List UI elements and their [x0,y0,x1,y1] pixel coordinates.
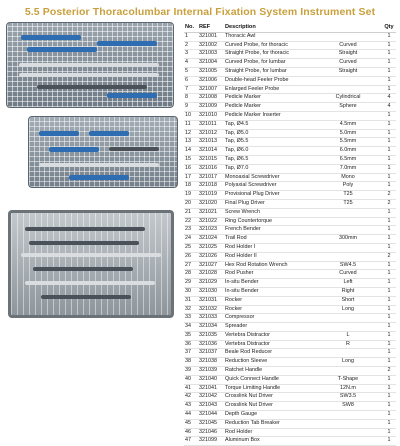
cell-ref: 321030 [198,287,224,296]
cell-qty: 1 [382,279,396,288]
cell-qty: 2 [382,367,396,376]
cell-description: Final Plug Driver [224,199,314,208]
cell-ref: 321029 [198,279,224,288]
cell-description: In-situ Bender [224,279,314,288]
cell-no: 39 [184,367,198,376]
cell-qty: 1 [382,243,396,252]
cell-spec [314,428,382,437]
cell-spec: Poly [314,182,382,191]
cell-description: Vertebra Distractor [224,340,314,349]
table-header-row [184,24,396,32]
cell-spec [314,208,382,217]
cell-ref: 321026 [198,252,224,261]
cell-no: 33 [184,314,198,323]
cell-description: Screw Wrench [224,208,314,217]
table-row [184,296,396,305]
cell-qty: 1 [382,340,396,349]
cell-qty: 1 [382,173,396,182]
table-row [184,111,396,120]
cell-ref: 321036 [198,340,224,349]
cell-spec [314,217,382,226]
cell-no: 29 [184,279,198,288]
cell-qty: 1 [382,419,396,428]
cell-no: 22 [184,217,198,226]
cell-spec [314,85,382,94]
cell-spec [314,76,382,85]
cell-description: Tap, Ø6.5 [224,155,314,164]
table-row [184,384,396,393]
cell-spec: Sphere [314,103,382,112]
cell-description: Rocker [224,305,314,314]
cell-spec: Long [314,358,382,367]
table-row [184,32,396,41]
cell-spec: 6.5mm [314,155,382,164]
cell-description: Tap, Ø5.0 [224,129,314,138]
cell-ref: 321031 [198,296,224,305]
cell-qty: 1 [382,67,396,76]
cell-ref: 321034 [198,323,224,332]
cell-no: 6 [184,76,198,85]
cell-ref: 321043 [198,402,224,411]
cell-description: Vertebra Distractor [224,331,314,340]
cell-description: Rod Holder II [224,252,314,261]
cell-no: 3 [184,50,198,59]
cell-no: 24 [184,235,198,244]
cell-qty: 1 [382,226,396,235]
cell-ref: 321099 [198,437,224,446]
cell-ref: 321007 [198,85,224,94]
cell-spec: 300mm [314,235,382,244]
cell-qty: 1 [382,287,396,296]
cell-qty: 1 [382,393,396,402]
table-row [184,173,396,182]
cell-description: Provisional Plug Driver [224,191,314,200]
cell-qty: 1 [382,437,396,446]
cell-qty: 4 [382,103,396,112]
cell-ref: 321044 [198,411,224,420]
cell-no: 5 [184,67,198,76]
cell-no: 25 [184,243,198,252]
cell-spec: Long [314,305,382,314]
cell-spec: Left [314,279,382,288]
table-row [184,287,396,296]
cell-qty: 1 [382,32,396,41]
column-header-no: No. [184,24,198,32]
cell-ref: 321015 [198,155,224,164]
cell-ref: 321027 [198,261,224,270]
cell-ref: 321025 [198,243,224,252]
cell-no: 42 [184,393,198,402]
cell-no: 14 [184,147,198,156]
cell-spec [314,32,382,41]
cell-ref: 321041 [198,384,224,393]
cell-no: 16 [184,164,198,173]
cell-description: Straight Probe, for thoracic [224,50,314,59]
cell-spec: 4.5mm [314,120,382,129]
cell-qty: 1 [382,120,396,129]
table-row [184,331,396,340]
cell-ref: 321032 [198,305,224,314]
cell-spec [314,419,382,428]
table-row [184,358,396,367]
cell-spec [314,314,382,323]
cell-qty: 2 [382,252,396,261]
cell-description: In-situ Bender [224,287,314,296]
cell-no: 15 [184,155,198,164]
table-row [184,314,396,323]
cell-qty: 1 [382,164,396,173]
cell-spec: SW3.5 [314,393,382,402]
cell-ref: 321014 [198,147,224,156]
table-row [184,340,396,349]
cell-qty: 1 [382,323,396,332]
cell-ref: 321003 [198,50,224,59]
cell-description: Tap, Ø5.5 [224,138,314,147]
cell-description: Reduction Tab Breaker [224,419,314,428]
cell-description: Rocker [224,296,314,305]
cell-ref: 321013 [198,138,224,147]
table-row [184,103,396,112]
cell-spec: R [314,340,382,349]
cell-description: Double-head Feeler Probe [224,76,314,85]
cell-qty: 1 [382,155,396,164]
table-row [184,164,396,173]
table-row [184,199,396,208]
cell-ref: 321037 [198,349,224,358]
cell-description: Beale Rod Reducer [224,349,314,358]
table-row [184,402,396,411]
table-row [184,305,396,314]
cell-no: 11 [184,120,198,129]
cell-qty: 1 [382,147,396,156]
cell-no: 35 [184,331,198,340]
cell-description: Tap, Ø4.5 [224,120,314,129]
cell-spec [314,111,382,120]
table-row [184,41,396,50]
cell-description: Monoaxial Screwdriver [224,173,314,182]
cell-qty: 2 [382,199,396,208]
cell-spec: T25 [314,199,382,208]
cell-no: 44 [184,411,198,420]
instrument-list-table [184,24,396,446]
cell-description: Spreader [224,323,314,332]
cell-description: Hex Rod Rotation Wrench [224,261,314,270]
cell-ref: 321002 [198,41,224,50]
cell-spec: 5.5mm [314,138,382,147]
cell-ref: 321001 [198,32,224,41]
cell-description: Rod Holder [224,428,314,437]
cell-qty: 1 [382,235,396,244]
cell-ref: 321008 [198,94,224,103]
cell-description: French Bender [224,226,314,235]
cell-qty: 1 [382,111,396,120]
cell-no: 17 [184,173,198,182]
cell-ref: 321033 [198,314,224,323]
cell-no: 18 [184,182,198,191]
cell-description: Tap, Ø7.0 [224,164,314,173]
cell-spec: 5.0mm [314,129,382,138]
cell-description: Tap, Ø6.0 [224,147,314,156]
cell-description: Enlarged Feeler Probe [224,85,314,94]
cell-spec [314,226,382,235]
cell-spec: Straight [314,67,382,76]
cell-no: 1 [184,32,198,41]
cell-ref: 321045 [198,419,224,428]
cell-spec [314,437,382,446]
cell-ref: 321040 [198,375,224,384]
cell-no: 4 [184,59,198,68]
cell-spec: Cylindrical [314,94,382,103]
cell-no: 41 [184,384,198,393]
cell-spec: SW8 [314,402,382,411]
cell-qty: 1 [382,85,396,94]
table-row [184,138,396,147]
cell-qty: 1 [382,402,396,411]
cell-no: 12 [184,129,198,138]
cell-qty: 1 [382,358,396,367]
table-row [184,94,396,103]
cell-spec: 7.0mm [314,164,382,173]
table-row [184,182,396,191]
table-row [184,208,396,217]
cell-no: 46 [184,428,198,437]
cell-spec: Curved [314,270,382,279]
cell-qty: 1 [382,314,396,323]
table-row [184,279,396,288]
cell-no: 34 [184,323,198,332]
cell-no: 23 [184,226,198,235]
cell-ref: 321011 [198,120,224,129]
cell-no: 30 [184,287,198,296]
table-row [184,270,396,279]
cell-qty: 1 [382,138,396,147]
cell-qty: 2 [382,191,396,200]
cell-spec: 6.0mm [314,147,382,156]
cell-qty: 4 [382,94,396,103]
cell-qty: 1 [382,296,396,305]
cell-qty: 1 [382,129,396,138]
cell-no: 19 [184,191,198,200]
cell-no: 47 [184,437,198,446]
cell-qty: 1 [382,428,396,437]
cell-no: 2 [184,41,198,50]
cell-spec: Curved [314,41,382,50]
table-row [184,349,396,358]
cell-spec: Straight [314,50,382,59]
cell-qty: 1 [382,384,396,393]
cell-no: 38 [184,358,198,367]
cell-description: Trail Rod [224,235,314,244]
cell-ref: 321046 [198,428,224,437]
cell-ref: 321005 [198,67,224,76]
cell-ref: 321010 [198,111,224,120]
table-row [184,243,396,252]
table-row [184,411,396,420]
cell-qty: 1 [382,59,396,68]
cell-qty: 1 [382,349,396,358]
cell-ref: 321004 [198,59,224,68]
cell-spec: Mono [314,173,382,182]
cell-no: 37 [184,349,198,358]
table-body [184,32,396,445]
cell-qty: 1 [382,41,396,50]
cell-qty: 1 [382,331,396,340]
cell-description: Aluminum Box [224,437,314,446]
cell-no: 43 [184,402,198,411]
cell-description: Pedicle Marker Inserter [224,111,314,120]
cell-description: Ratchet Handle [224,367,314,376]
cell-ref: 321019 [198,191,224,200]
cell-spec: Right [314,287,382,296]
cell-ref: 321042 [198,393,224,402]
cell-qty: 1 [382,261,396,270]
cell-description: Depth Gauge [224,411,314,420]
cell-description: Curved Probe, for thoracic [224,41,314,50]
table-row [184,393,396,402]
cell-spec [314,252,382,261]
document-title: 5.5 Posterior Thoracolumbar Internal Fixation System Instrument Set [24,6,376,18]
cell-ref: 321009 [198,103,224,112]
cell-ref: 321035 [198,331,224,340]
cell-ref: 321039 [198,367,224,376]
cell-no: 31 [184,296,198,305]
cell-description: Curved Probe, for lumbar [224,59,314,68]
cell-qty: 1 [382,375,396,384]
cell-no: 9 [184,103,198,112]
table-row [184,85,396,94]
table-row [184,129,396,138]
cell-no: 13 [184,138,198,147]
cell-no: 7 [184,85,198,94]
cell-ref: 321022 [198,217,224,226]
cell-no: 27 [184,261,198,270]
cell-spec: Curved [314,59,382,68]
cell-qty: 1 [382,270,396,279]
cell-ref: 321006 [198,76,224,85]
cell-no: 28 [184,270,198,279]
cell-spec [314,367,382,376]
cell-description: Compressor [224,314,314,323]
table-row [184,191,396,200]
cell-description: Rod Pusher [224,270,314,279]
cell-spec: T25 [314,191,382,200]
cell-ref: 321016 [198,164,224,173]
table-row [184,120,396,129]
instrument-box-photo [8,210,174,318]
cell-spec [314,323,382,332]
cell-ref: 321038 [198,358,224,367]
cell-description: Reduction Sleeve [224,358,314,367]
column-header-spec [314,24,382,32]
cell-spec: SW4.5 [314,261,382,270]
table-row [184,419,396,428]
cell-description: Torque Limiting Handle [224,384,314,393]
cell-description: Ring Countertorque [224,217,314,226]
cell-description: Crosslink Nut Driver [224,402,314,411]
cell-no: 8 [184,94,198,103]
instrument-tray-photo-middle [28,116,178,188]
cell-description: Straight Probe, for lumbar [224,67,314,76]
cell-spec: T-Shape [314,375,382,384]
cell-description: Thoracic Awl [224,32,314,41]
cell-no: 21 [184,208,198,217]
table-row [184,375,396,384]
table-row [184,437,396,446]
table-row [184,50,396,59]
cell-ref: 321023 [198,226,224,235]
cell-qty: 1 [382,76,396,85]
table-row [184,76,396,85]
table-row [184,67,396,76]
column-header-description: Description [224,24,314,32]
table-row [184,252,396,261]
cell-qty: 1 [382,305,396,314]
table-row [184,226,396,235]
cell-description: Pedicle Marker [224,94,314,103]
cell-ref: 321021 [198,208,224,217]
cell-qty: 1 [382,208,396,217]
table-row [184,59,396,68]
cell-no: 10 [184,111,198,120]
cell-ref: 321018 [198,182,224,191]
table-row [184,217,396,226]
cell-ref: 321024 [198,235,224,244]
cell-description: Polyaxial Screwdriver [224,182,314,191]
cell-qty: 1 [382,217,396,226]
table-row [184,147,396,156]
instrument-tray-photo-top [6,22,174,108]
table-row [184,323,396,332]
cell-spec: L [314,331,382,340]
cell-ref: 321012 [198,129,224,138]
cell-spec: 12N.m [314,384,382,393]
table-row [184,235,396,244]
cell-qty: 1 [382,182,396,191]
cell-description: Quick Connect Handle [224,375,314,384]
cell-qty: 1 [382,50,396,59]
cell-description: Crosslink Nut Driver [224,393,314,402]
cell-no: 26 [184,252,198,261]
cell-ref: 321028 [198,270,224,279]
cell-spec [314,411,382,420]
cell-ref: 321020 [198,199,224,208]
cell-no: 36 [184,340,198,349]
column-header-qty: Qty [382,24,396,32]
cell-no: 32 [184,305,198,314]
cell-qty: 1 [382,411,396,420]
cell-ref: 321017 [198,173,224,182]
table-row [184,428,396,437]
cell-spec [314,243,382,252]
cell-description: Rod Holder I [224,243,314,252]
instrument-list-table-wrapper [184,24,396,446]
cell-description: Pedicle Marker [224,103,314,112]
column-header-ref: REF [198,24,224,32]
cell-no: 45 [184,419,198,428]
cell-spec: Short [314,296,382,305]
table-row [184,367,396,376]
cell-no: 40 [184,375,198,384]
table-row [184,261,396,270]
cell-spec [314,349,382,358]
table-row [184,155,396,164]
cell-no: 20 [184,199,198,208]
